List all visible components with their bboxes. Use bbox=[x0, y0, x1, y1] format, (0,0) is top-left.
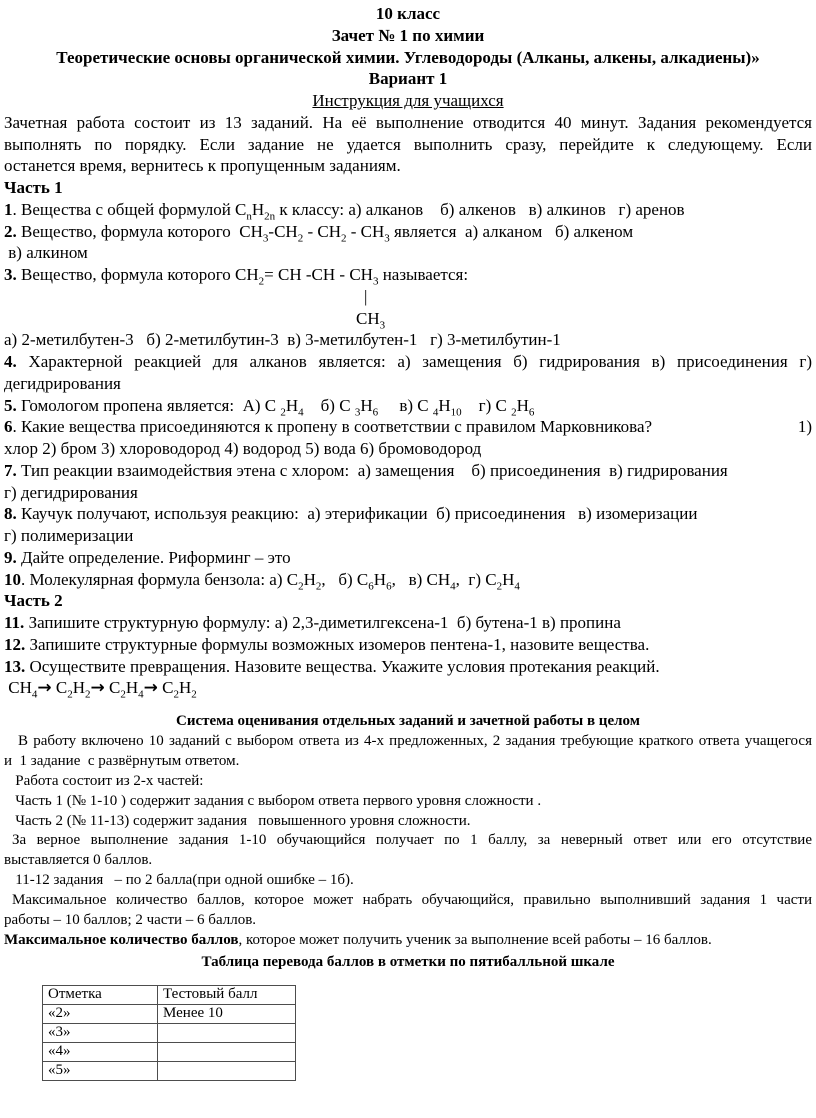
table-cell-mark: «5» bbox=[43, 1061, 158, 1080]
instruction-heading: Инструкция для учащихся bbox=[312, 91, 504, 110]
question-6-line-1 bbox=[4, 416, 812, 438]
question-13-formula: $СН_4\to С_2Н_2\to С_2Н_4\to С_2Н_2$ bbox=[4, 678, 197, 701]
table-row bbox=[43, 1023, 296, 1042]
question-6-option-1: 1) bbox=[797, 417, 812, 437]
question-9: 9. Дайте определение. Риформинг – это bbox=[4, 547, 291, 567]
table-cell-mark: «4» bbox=[43, 1042, 158, 1061]
scoring-p2: Работа состоит из 2-х частей: bbox=[4, 772, 204, 789]
grade-table-title: Таблица перевода баллов в отметки по пятибалльной шкале bbox=[201, 953, 615, 970]
scoring-p1-line-1: В работу включено 10 заданий с выбором ответа из 4-х предложенных, 2 задания требующие краткого ответа учащегося bbox=[18, 732, 812, 749]
scoring-title: Система оценивания отдельных заданий и зачетной работы в целом bbox=[176, 713, 640, 729]
question-5: 5. Гомологом пропена является: А) С $_2Н_4$ б) С $_3Н_6$ в) С $_4Н_{10}$ г) С $_2Н_6$ bbox=[4, 395, 535, 418]
scoring-p3: Часть 1 (№ 1-10 ) содержит задания с выбором ответа первого уровня сложности . bbox=[4, 792, 542, 809]
table-cell-mark: «2» bbox=[43, 1004, 158, 1023]
question-11: 11. Запишите структурную формулу: а) 2,3-диметилгексена-1 б) бутена-1 в) пропина bbox=[4, 613, 621, 632]
question-3-ch3-group: $СН_3$ bbox=[356, 308, 386, 331]
part1-heading: Часть 1 bbox=[4, 178, 63, 197]
question-6-line-2: хлор 2) бром 3) хлороводород 4) водород 5) вода 6) бромоводород bbox=[4, 439, 482, 458]
question-12: 12. Запишите структурные формулы возможных изомеров пентена-1, назовите вещества. bbox=[4, 634, 650, 654]
table-cell-mark: «3» bbox=[43, 1023, 158, 1042]
question-2-line-2: в) алкином bbox=[4, 243, 88, 263]
question-8-line-1: 8. Каучук получают, используя реакцию: а) этерификации б) присоединения в) изомеризации bbox=[4, 504, 698, 524]
scoring-p6: 11-12 задания – по 2 балла(при одной ошибке – 1б). bbox=[4, 872, 354, 889]
table-row bbox=[43, 1042, 296, 1061]
table-row bbox=[43, 1004, 296, 1023]
grade-conversion-table bbox=[42, 985, 296, 1081]
table-cell-score bbox=[158, 1042, 296, 1061]
question-3-line-1: 3. Вещество, формула которого $СН_2=$ СН $-СН - СН_3$ называется: bbox=[4, 265, 469, 288]
doc-grade: 10 класс bbox=[375, 4, 441, 23]
instruction-line-3: останется время, вернитесь к пропущенным заданиям. bbox=[4, 156, 401, 176]
doc-test-title: Зачет № 1 по химии bbox=[331, 25, 485, 45]
scoring-p8: Максимальное количество баллов, которое может получить ученик за выполнение всей работы – 16 баллов. bbox=[4, 931, 712, 948]
question-1: 1. Вещества с общей формулой $С_nН_{2n}$ к классу: а) алканов б) алкенов в) алкинов г) аренов bbox=[4, 199, 685, 223]
table-cell-score: Менее 10 bbox=[158, 1004, 296, 1023]
question-6-text: 6. Какие вещества присоединяются к пропену в соответствии с правилом Марковникова? bbox=[4, 417, 653, 437]
instruction-line-1: Зачетная работа состоит из 13 заданий. На её выполнение отводится 40 минут. Задания рекомендуется bbox=[4, 112, 812, 132]
question-3-bond-line: | bbox=[364, 286, 368, 306]
question-13-line-1: 13. Осуществите превращения. Назовите вещества. Укажите условия протекания реакций. bbox=[4, 656, 660, 676]
table-row bbox=[43, 1061, 296, 1080]
question-2-line-1: 2. Вещество, формула которого $СН_3-СН_2 - СН_2 - СН_3$ является а) алканом б) алкеном bbox=[4, 221, 634, 244]
scoring-p4: Часть 2 (№ 11-13) содержит задания повышенного уровня сложности. bbox=[4, 812, 471, 829]
part2-heading: Часть 2 bbox=[4, 591, 63, 611]
doc-variant: Вариант 1 bbox=[368, 69, 448, 89]
question-7-line-1: 7. Тип реакции взаимодействия этена с хлором: а) замещения б) присоединения в) гидрирования bbox=[4, 460, 728, 480]
table-cell-score bbox=[158, 1023, 296, 1042]
question-10: 10. Молекулярная формула бензола: а) $С_2Н_2$, б) $С_6Н_6$, в) $СН_4$, г) $С_2Н_4$ bbox=[4, 569, 520, 592]
instruction-line-2: выполнять по порядку. Если задание не удается выполнить сразу, перейдите к следующему. Если bbox=[4, 134, 812, 154]
table-header-mark: Отметка bbox=[43, 985, 158, 1004]
table-header-score: Тестовый балл bbox=[158, 985, 296, 1004]
question-4-line-2: дегидрирования bbox=[4, 373, 121, 393]
question-7-line-2: г) дегидрирования bbox=[4, 482, 138, 502]
question-8-line-2: г) полимеризации bbox=[4, 526, 134, 545]
table-header-row bbox=[43, 985, 296, 1004]
question-3-options: а) 2-метилбутен-3 б) 2-метилбутин-3 в) 3-метилбутен-1 г) 3-метилбутин-1 bbox=[4, 330, 561, 350]
scoring-p7-line-2: работы – 10 баллов; 2 части – 6 баллов. bbox=[4, 912, 257, 929]
question-4-line-1: 4. Характерной реакцией для алканов является: а) замещения б) гидрирования в) присоединения г) bbox=[4, 352, 812, 371]
table-cell-score bbox=[158, 1061, 296, 1080]
doc-topic: Теоретические основы органической химии. Углеводороды (Алканы, алкены, алкадиены)» bbox=[56, 47, 760, 67]
scoring-p1-line-2: и 1 задание с развёрнутым ответом. bbox=[4, 752, 240, 769]
scoring-p7-line-1: Максимальное количество баллов, которое может набрать обучающийся, правильно выполнивший задания 1 части bbox=[12, 892, 812, 909]
scoring-p5-line-1: За верное выполнение задания 1-10 обучающийся получает по 1 баллу, за неверный ответ или его отсутствие bbox=[12, 832, 812, 849]
scoring-p5-line-2: выставляется 0 баллов. bbox=[4, 852, 153, 869]
